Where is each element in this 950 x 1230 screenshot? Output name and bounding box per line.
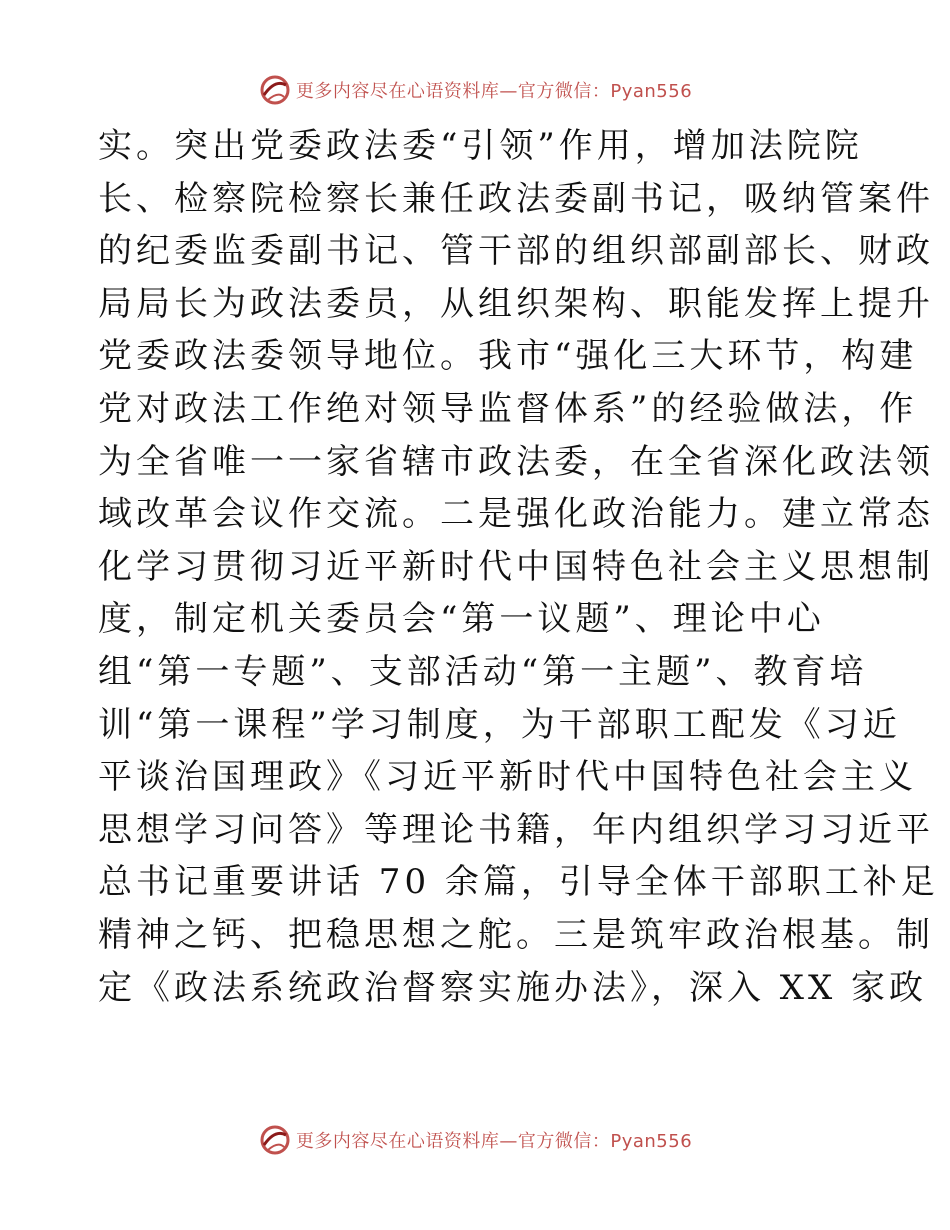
footer-banner-text: 更多内容尽在心语资料库—官方微信：Pyan556: [295, 1131, 693, 1152]
text-line: 思想学习问答》等理论书籍，年内组织学习习近平: [98, 809, 934, 850]
text-line: 平谈治国理政》《习近平新时代中国特色社会主义: [98, 757, 917, 798]
text-line: 的纪委监委副书记、管干部的组织部副部长、财政: [98, 231, 934, 272]
text-line: 组“第一专题”、支部活动“第一主题”、教育培: [98, 651, 868, 692]
text-line: 域改革会议作交流。二是强化政治能力。建立常态: [98, 494, 934, 535]
red-swirl-logo-icon: [258, 73, 292, 107]
footer-banner: [0, 1120, 950, 1160]
header-banner-text: 更多内容尽在心语资料库—官方微信：Pyan556: [295, 81, 693, 102]
text-line: 训“第一课程”学习制度，为干部职工配发《习近: [98, 704, 901, 745]
text-line: 总书记重要讲话 70 余篇，引导全体干部职工补足: [98, 862, 939, 903]
text-line: 局局长为政法委员，从组织架构、职能发挥上提升: [98, 283, 934, 324]
text-line: 定《政法系统政治督察实施办法》，深入 XX 家政: [98, 967, 928, 1008]
text-line: 实。突出党委政法委“引领”作用，增加法院院: [98, 126, 863, 166]
text-line: 为全省唯一一家省辖市政法委，在全省深化政法领: [98, 441, 934, 482]
text-line: 党委政法委领导地位。我市“强化三大环节，构建: [98, 336, 918, 377]
red-swirl-logo-icon: [258, 1123, 292, 1157]
header-banner: [0, 70, 950, 110]
text-line: 长、检察院检察长兼任政法委副书记，吸纳管案件: [98, 178, 934, 219]
text-line: 化学习贯彻习近平新时代中国特色社会主义思想制: [98, 546, 934, 587]
text-line: 精神之钙、把稳思想之舵。三是筑牢政治根基。制: [98, 914, 934, 955]
text-line: 度，制定机关委员会“第一议题”、理论中心: [98, 599, 825, 640]
text-line: 党对政法工作绝对领导监督体系”的经验做法，作: [98, 388, 918, 429]
document-body: [98, 120, 939, 1014]
